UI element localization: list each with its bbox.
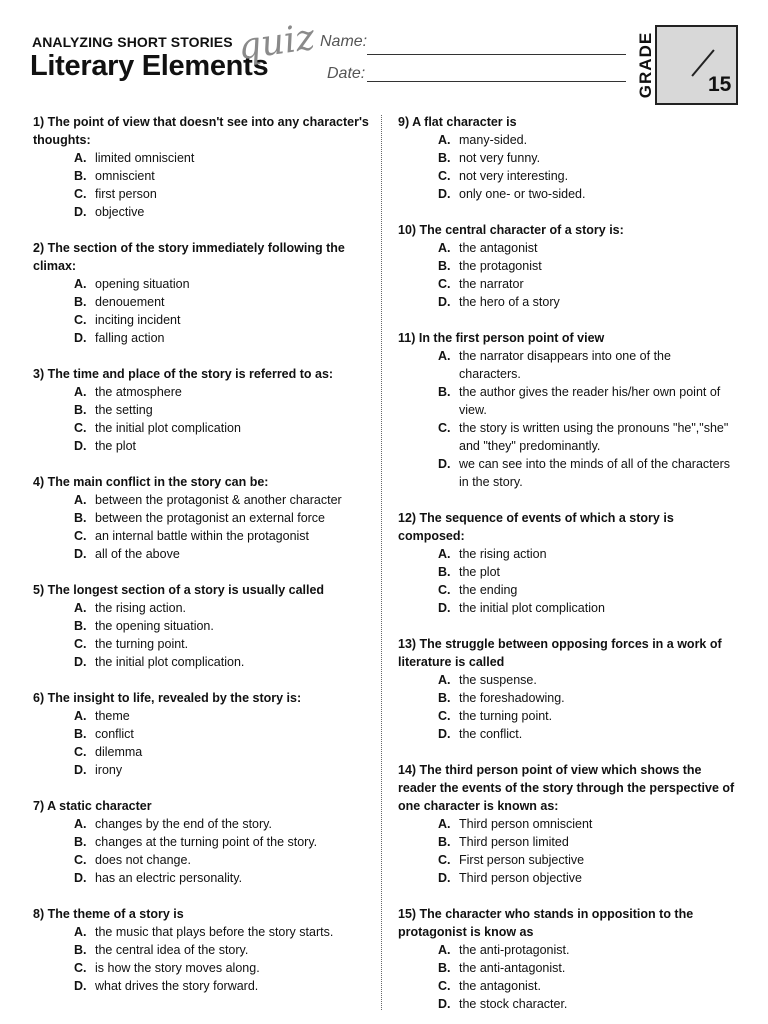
answer-option[interactable]	[33, 401, 373, 419]
option-letter: C.	[74, 961, 87, 975]
option-text: the anti-protagonist.	[459, 943, 570, 957]
answer-option[interactable]	[33, 635, 373, 653]
option-text: many-sided.	[459, 133, 528, 147]
option-letter: B.	[438, 151, 451, 165]
answer-option[interactable]	[398, 869, 743, 887]
option-text: does not change.	[95, 853, 191, 867]
option-letter: A.	[438, 943, 451, 957]
option-letter: B.	[74, 169, 87, 183]
option-text: the initial plot complication	[95, 421, 241, 435]
name-label: Name:	[320, 33, 368, 50]
question-text: 8) The theme of a story is	[33, 907, 184, 921]
option-text: opening situation	[95, 277, 190, 291]
option-text: irony	[95, 763, 123, 777]
option-letter: B.	[438, 565, 451, 579]
option-letter: D.	[438, 295, 451, 309]
answer-option[interactable]	[398, 185, 743, 203]
answer-option[interactable]	[398, 995, 743, 1013]
question	[398, 113, 743, 203]
option-text: the turning point.	[459, 709, 553, 723]
option-letter: C.	[74, 853, 87, 867]
answer-option[interactable]	[33, 833, 373, 851]
answer-option[interactable]	[33, 653, 373, 671]
option-letter: A.	[74, 493, 87, 507]
option-letter: A.	[438, 547, 451, 561]
option-letter: A.	[74, 277, 87, 291]
option-letter: C.	[438, 421, 451, 435]
option-letter: C.	[438, 277, 451, 291]
option-text: the hero of a story	[459, 295, 560, 309]
quiz-header	[0, 0, 768, 110]
option-text: the initial plot complication.	[95, 655, 245, 669]
option-text: the plot	[95, 439, 137, 453]
question-text: 6) The insight to life, revealed by the story is:	[33, 691, 302, 705]
answer-option[interactable]	[398, 455, 743, 491]
option-letter: A.	[438, 349, 451, 363]
option-text: the antagonist.	[459, 979, 542, 993]
option-text: Third person objective	[459, 871, 582, 885]
option-text: the atmosphere	[95, 385, 182, 399]
question	[33, 113, 373, 221]
option-letter: A.	[74, 709, 87, 723]
question-text: 14) The third person point of view which shows the reader the events of the story through the perspective of one character is known as:	[398, 763, 735, 813]
answer-option[interactable]	[33, 959, 373, 977]
answer-option[interactable]	[33, 527, 373, 545]
option-text: has an electric personality.	[95, 871, 243, 885]
answer-option[interactable]	[33, 419, 373, 437]
name-field[interactable]	[367, 54, 626, 55]
option-text: not very interesting.	[459, 169, 569, 183]
question-text: 13) The struggle between opposing forces in a work of literature is called	[398, 637, 722, 669]
answer-option[interactable]	[33, 329, 373, 347]
option-text: first person	[95, 187, 157, 201]
option-letter: B.	[74, 403, 87, 417]
question-text: 15) The character who stands in opposition to the protagonist is know as	[398, 907, 694, 939]
option-text: not very funny.	[459, 151, 541, 165]
answer-option[interactable]	[33, 203, 373, 221]
option-text: the rising action	[459, 547, 547, 561]
answer-option[interactable]	[33, 311, 373, 329]
option-letter: C.	[74, 313, 87, 327]
question-text: 3) The time and place of the story is referred to as:	[33, 367, 334, 381]
option-letter: C.	[74, 745, 87, 759]
answer-option[interactable]	[33, 923, 373, 941]
option-letter: A.	[438, 817, 451, 831]
option-text: we can see into the minds of all of the characters in the story.	[459, 457, 730, 489]
question-text: 7) A static character	[33, 799, 152, 813]
option-letter: B.	[438, 961, 451, 975]
answer-option[interactable]	[398, 959, 743, 977]
question	[33, 797, 373, 887]
answer-option[interactable]	[398, 419, 743, 455]
answer-option[interactable]	[33, 851, 373, 869]
option-letter: A.	[438, 673, 451, 687]
answer-option[interactable]	[398, 545, 743, 563]
option-text: conflict	[95, 727, 134, 741]
option-text: the conflict.	[459, 727, 523, 741]
option-letter: C.	[438, 169, 451, 183]
question	[398, 635, 743, 743]
option-letter: C.	[438, 979, 451, 993]
option-letter: C.	[74, 529, 87, 543]
option-text: only one- or two-sided.	[459, 187, 586, 201]
answer-option[interactable]	[33, 869, 373, 887]
option-letter: C.	[438, 853, 451, 867]
date-label: Date:	[327, 65, 366, 82]
option-text: the central idea of the story.	[95, 943, 249, 957]
option-letter: D.	[74, 655, 87, 669]
option-letter: C.	[438, 709, 451, 723]
option-letter: A.	[74, 817, 87, 831]
question-column-left	[33, 113, 373, 1013]
option-letter: A.	[74, 151, 87, 165]
option-letter: D.	[438, 997, 451, 1011]
answer-option[interactable]	[33, 941, 373, 959]
question-text: 4) The main conflict in the story can be:	[33, 475, 269, 489]
answer-option[interactable]	[398, 833, 743, 851]
option-letter: D.	[74, 871, 87, 885]
option-text: limited omniscient	[95, 151, 195, 165]
answer-option[interactable]	[398, 275, 743, 293]
option-letter: C.	[74, 187, 87, 201]
answer-option[interactable]	[33, 491, 373, 509]
option-text: objective	[95, 205, 145, 219]
option-letter: D.	[74, 439, 87, 453]
option-text: falling action	[95, 331, 165, 345]
question-text: 2) The section of the story immediately following the climax:	[33, 241, 345, 273]
question	[398, 761, 743, 887]
option-letter: D.	[74, 547, 87, 561]
answer-option[interactable]	[398, 707, 743, 725]
option-text: the stock character.	[459, 997, 568, 1011]
answer-option[interactable]	[398, 851, 743, 869]
answer-option[interactable]	[33, 149, 373, 167]
option-text: the opening situation.	[95, 619, 214, 633]
option-text: the narrator disappears into one of the characters.	[459, 349, 671, 381]
option-letter: D.	[74, 205, 87, 219]
question	[398, 509, 743, 617]
option-text: the story is written using the pronouns "he","she" and "they" predominantly.	[459, 421, 729, 453]
question-text: 9) A flat character is	[398, 115, 517, 129]
question-column-right	[398, 113, 743, 1024]
option-letter: B.	[438, 259, 451, 273]
answer-option[interactable]	[33, 617, 373, 635]
answer-option[interactable]	[33, 743, 373, 761]
option-text: an internal battle within the protagonist	[95, 529, 310, 543]
option-letter: B.	[438, 385, 451, 399]
answer-option[interactable]	[398, 941, 743, 959]
option-letter: B.	[74, 511, 87, 525]
question-text: 12) The sequence of events of which a story is composed:	[398, 511, 674, 543]
question	[398, 905, 743, 1013]
question-text: 10) The central character of a story is:	[398, 223, 624, 237]
answer-option[interactable]	[398, 131, 743, 149]
option-text: the initial plot complication	[459, 601, 605, 615]
option-letter: A.	[438, 241, 451, 255]
answer-option[interactable]	[33, 509, 373, 527]
answer-option[interactable]	[398, 149, 743, 167]
option-text: between the protagonist & another character	[95, 493, 342, 507]
answer-option[interactable]	[398, 689, 743, 707]
option-letter: B.	[74, 619, 87, 633]
option-letter: D.	[74, 331, 87, 345]
question	[33, 239, 373, 347]
answer-option[interactable]	[33, 275, 373, 293]
option-letter: A.	[438, 133, 451, 147]
option-text: dilemma	[95, 745, 143, 759]
option-text: the narrator	[459, 277, 524, 291]
option-letter: D.	[74, 763, 87, 777]
answer-option[interactable]	[33, 293, 373, 311]
option-text: what drives the story forward.	[95, 979, 259, 993]
answer-option[interactable]	[33, 599, 373, 617]
option-letter: B.	[74, 835, 87, 849]
option-letter: B.	[74, 295, 87, 309]
option-text: Third person omniscient	[459, 817, 593, 831]
option-text: is how the story moves along.	[95, 961, 260, 975]
grade-total: 15	[708, 73, 732, 96]
option-letter: D.	[74, 979, 87, 993]
option-text: the turning point.	[95, 637, 189, 651]
answer-option[interactable]	[398, 383, 743, 419]
answer-option[interactable]	[398, 293, 743, 311]
page-title: Literary Elements	[30, 50, 269, 82]
answer-option[interactable]	[398, 257, 743, 275]
answer-option[interactable]	[398, 671, 743, 689]
answer-option[interactable]	[398, 581, 743, 599]
option-text: the foreshadowing.	[459, 691, 565, 705]
option-text: the plot	[459, 565, 501, 579]
option-text: the ending	[459, 583, 518, 597]
option-text: the music that plays before the story starts.	[95, 925, 334, 939]
option-text: denouement	[95, 295, 165, 309]
answer-option[interactable]	[33, 725, 373, 743]
answer-option[interactable]	[33, 167, 373, 185]
option-letter: C.	[74, 637, 87, 651]
answer-option[interactable]	[33, 185, 373, 203]
answer-option[interactable]	[398, 725, 743, 743]
question-text: 11) In the first person point of view	[398, 331, 605, 345]
question	[398, 329, 743, 491]
answer-option[interactable]	[398, 977, 743, 995]
answer-option[interactable]	[398, 563, 743, 581]
question	[33, 905, 373, 995]
question-text: 1) The point of view that doesn't see into any character's thoughts:	[33, 115, 369, 147]
answer-option[interactable]	[33, 437, 373, 455]
question	[398, 221, 743, 311]
option-text: the protagonist	[459, 259, 542, 273]
grade-label: GRADE	[636, 31, 655, 99]
option-letter: B.	[74, 943, 87, 957]
answer-option[interactable]	[398, 167, 743, 185]
option-letter: A.	[74, 385, 87, 399]
option-letter: C.	[74, 421, 87, 435]
option-letter: D.	[438, 727, 451, 741]
option-letter: D.	[438, 457, 451, 471]
option-text: the setting	[95, 403, 153, 417]
answer-option[interactable]	[398, 815, 743, 833]
option-letter: A.	[74, 925, 87, 939]
option-letter: D.	[438, 187, 451, 201]
answer-option[interactable]	[398, 599, 743, 617]
option-text: theme	[95, 709, 130, 723]
option-text: changes by the end of the story.	[95, 817, 272, 831]
question	[33, 365, 373, 455]
question-text: 5) The longest section of a story is usually called	[33, 583, 325, 597]
date-field[interactable]	[367, 81, 626, 82]
answer-option[interactable]	[33, 545, 373, 563]
column-divider	[381, 115, 382, 1010]
option-text: omniscient	[95, 169, 155, 183]
option-text: changes at the turning point of the story.	[95, 835, 318, 849]
option-letter: D.	[438, 871, 451, 885]
quiz-script-word: quiz	[235, 16, 318, 69]
option-letter: B.	[438, 691, 451, 705]
answer-option[interactable]	[398, 239, 743, 257]
option-text: inciting incident	[95, 313, 181, 327]
answer-option[interactable]	[33, 707, 373, 725]
answer-option[interactable]	[33, 815, 373, 833]
question	[33, 581, 373, 671]
option-text: the rising action.	[95, 601, 187, 615]
topic-heading: ANALYZING SHORT STORIES	[32, 34, 233, 50]
option-text: the anti-antagonist.	[459, 961, 566, 975]
answer-option[interactable]	[33, 761, 373, 779]
option-letter: D.	[438, 601, 451, 615]
option-text: First person subjective	[459, 853, 585, 867]
option-text: between the protagonist an external force	[95, 511, 326, 525]
option-text: the author gives the reader his/her own point of view.	[459, 385, 721, 417]
question	[33, 689, 373, 779]
option-letter: C.	[438, 583, 451, 597]
option-letter: A.	[74, 601, 87, 615]
option-text: all of the above	[95, 547, 180, 561]
answer-option[interactable]	[33, 383, 373, 401]
question	[33, 473, 373, 563]
option-text: the antagonist	[459, 241, 538, 255]
option-letter: B.	[74, 727, 87, 741]
option-text: Third person limited	[459, 835, 569, 849]
option-text: the suspense.	[459, 673, 537, 687]
answer-option[interactable]	[398, 347, 743, 383]
answer-option[interactable]	[33, 977, 373, 995]
option-letter: B.	[438, 835, 451, 849]
